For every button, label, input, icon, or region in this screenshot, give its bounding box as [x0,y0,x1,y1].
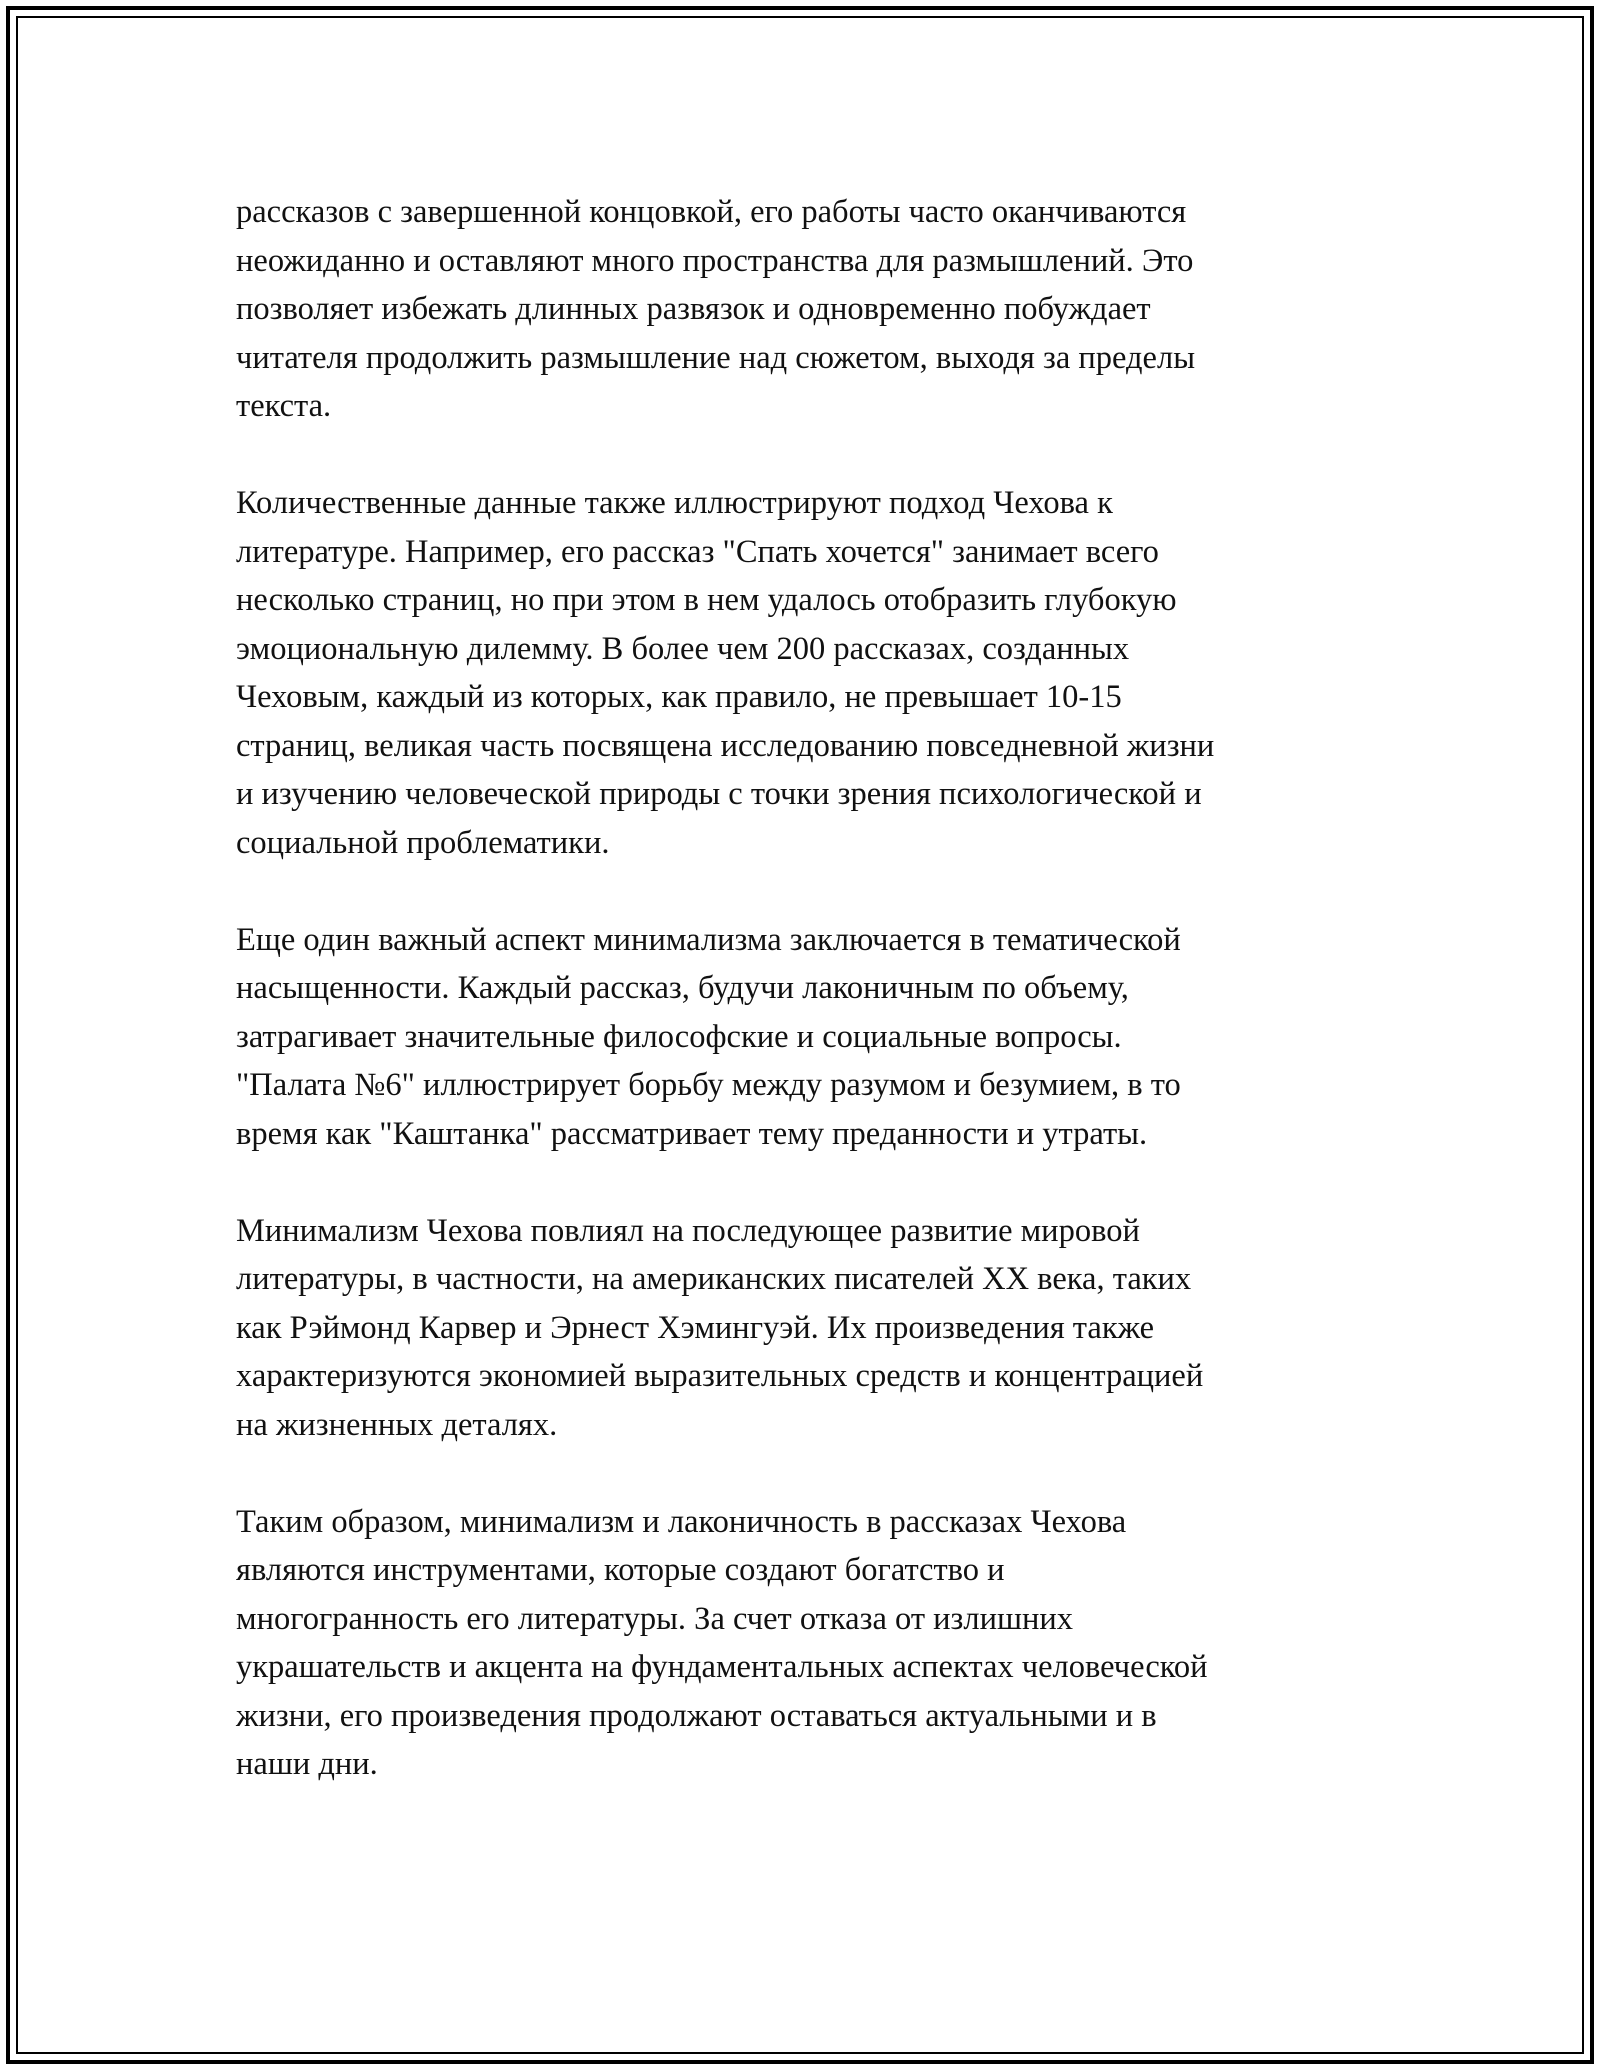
document-body [236,188,1366,1837]
paragraph-5: Таким образом, минимализм и лаконичность в рассказах Чехова являются инструментами, которые создают богатство и многогранность его литературы. За счет отказа от излишних украшательств и акцента на фундаментальных аспектах человеческой жизни, его произведения продолжают оставаться актуальными и в наши дни. [236,1503,1208,1782]
paragraph-3: Еще один важный аспект минимализма заключается в тематической насыщенности. Каждый рассказ, будучи лаконичным по объему, затрагивает значительные философские и социальные вопросы. "Палата №6" иллюстрирует борьбу между разумом и безумием, в то время как "Каштанка" рассматривает тему преданности и утраты. [236,921,1181,1152]
paragraph-4: Минимализм Чехова повлиял на последующее развитие мировой литературы, в частности, на американских писателей XX века, таких как Рэймонд Карвер и Эрнест Хэмингуэй. Их произведения также характеризуются экономией выразительных средств и концентрацией на жизненных деталях. [236,1212,1204,1443]
paragraph-1: рассказов с завершенной концовкой, его работы часто оканчиваются неожиданно и оставляют много пространства для размышлений. Это позволяет избежать длинных развязок и одновременно побуждает читателя продолжить размышление над сюжетом, выходя за пределы текста. [236,194,1196,424]
paragraph-2: Количественные данные также иллюстрируют подход Чехова к литературе. Например, его рассказ "Спать хочется" занимает всего несколько страниц, но при этом в нем удалось отобразить глубокую эмоциональную дилемму. В более чем 200 рассказах, созданных Чеховым, каждый из которых, как правило, не превышает 10-15 страниц, великая часть посвящена исследованию повседневной жизни и изучению человеческой природы с точки зрения психологической и социальной проблематики. [236,485,1215,861]
